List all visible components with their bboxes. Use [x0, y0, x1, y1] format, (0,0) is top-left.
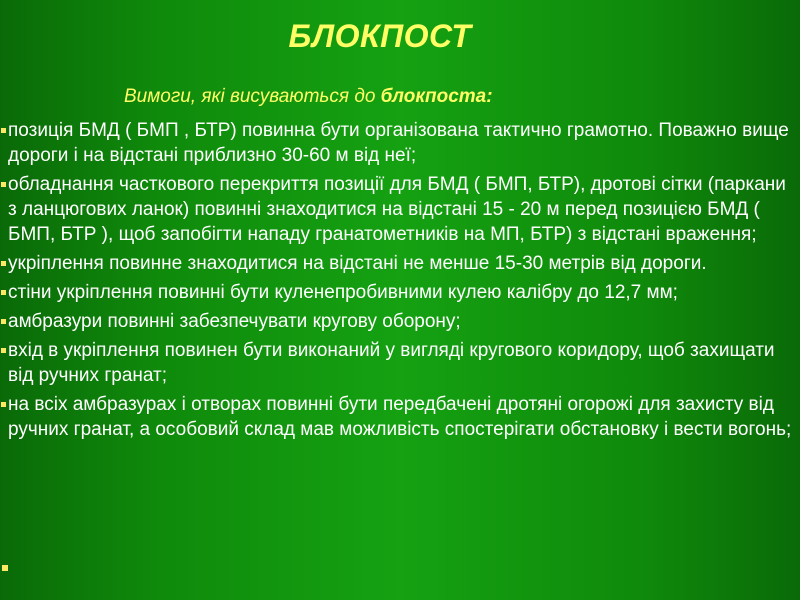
list-item-text: вхід в укріплення повинен бути виконаний у вигляді кругового коридору, щоб захищати від ручних гранат; — [8, 340, 775, 386]
list-item — [0, 392, 792, 442]
slide-subtitle — [124, 86, 493, 108]
list-item — [0, 251, 792, 276]
requirements-list — [0, 118, 792, 446]
list-item — [0, 172, 792, 247]
list-item-text: стіни укріплення повинні бути куленепробивними кулею калібру до 12,7 мм; — [8, 282, 678, 303]
bullet-icon — [1, 290, 6, 295]
list-item — [0, 280, 792, 305]
bullet-icon — [1, 261, 6, 266]
subtitle-bold-text: блокпоста: — [380, 86, 493, 107]
list-item — [0, 309, 792, 334]
bullet-icon — [1, 182, 6, 187]
list-item — [0, 338, 792, 388]
list-item-text: амбразури повинні забезпечувати кругову оборону; — [8, 311, 461, 332]
bullet-icon — [1, 128, 6, 133]
list-item — [0, 118, 792, 168]
list-item-text: на всіх амбразурах і отворах повинні бути передбачені дротяні огорожі для захисту від ручних гранат, а особовий склад мав можливість спостерігати обстановку і вести вогонь; — [8, 394, 792, 440]
slide-title: БЛОКПОСТ — [288, 18, 472, 54]
bullet-icon — [1, 402, 6, 407]
list-item-text: обладнання часткового перекриття позиції для БМД ( БМП, БТР), дротові сітки (паркани з ланцюгових ланок) повинні знаходитися на відстані 15 - 20 м перед позицією БМД ( БМП, БТР ), щоб запобігти нападу гранатометників на МП, БТР) з відстані враження; — [8, 174, 786, 245]
bullet-icon — [1, 348, 6, 353]
list-item-text: укріплення повинне знаходитися на відстані не менше 15-30 метрів від дороги. — [8, 253, 707, 274]
list-item-text: позиція БМД ( БМП , БТР) повинна бути організована тактично грамотно. Поважно вище дороги і на відстані приблизно 30-60 м від неї; — [8, 120, 789, 166]
empty-bullet-icon — [2, 565, 8, 571]
bullet-icon — [1, 319, 6, 324]
subtitle-text: Вимоги, які висуваються до — [124, 86, 381, 107]
